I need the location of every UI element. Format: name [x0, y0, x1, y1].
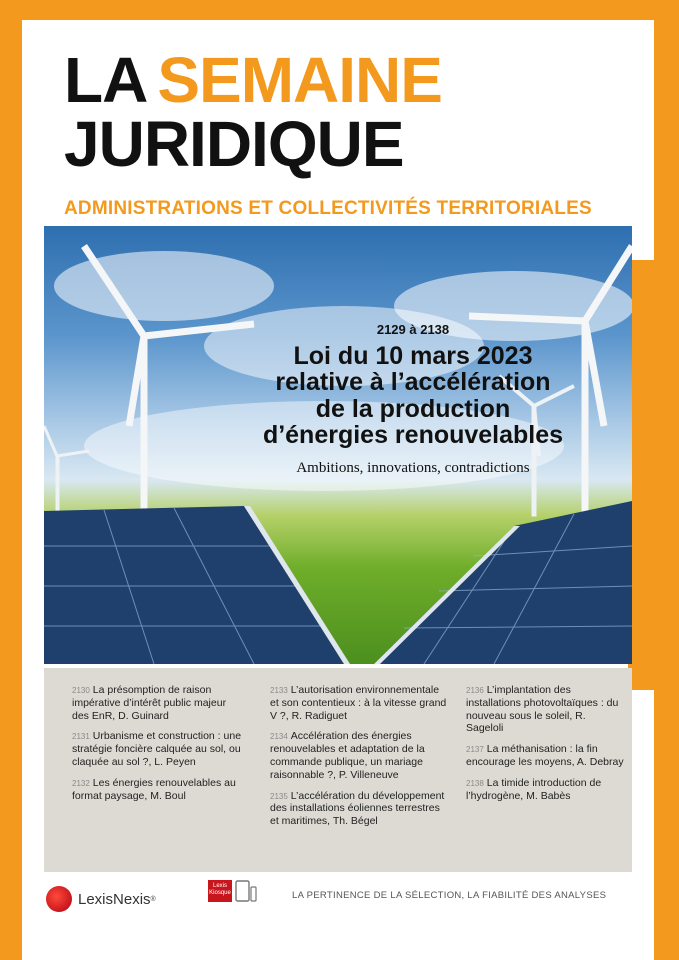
- registered-mark: ®: [150, 895, 156, 903]
- publisher-name: LexisNexis: [78, 890, 151, 908]
- footer-tagline: LA PERTINENCE DE LA SÉLECTION, LA FIABILITÉ DES ANALYSES: [292, 890, 607, 901]
- toc-column-3: [466, 684, 624, 810]
- toc-text: La timide introduction de l’hydrogène, M. Babès: [466, 776, 602, 802]
- toc-text: Accélération des énergies renouvelables et adaptation de la commande publique, un mariage raisonnable ?, P. Villeneuve: [270, 730, 425, 781]
- kiosque-logo: [208, 880, 232, 902]
- toc-item[interactable]: [270, 790, 448, 828]
- toc-text: La présomption de raison impérative d’intérêt public majeur des EnR, D. Guinard: [72, 684, 227, 722]
- toc-column-2: [270, 684, 448, 836]
- masthead-juridique: JURIDIQUE: [64, 108, 404, 180]
- toc-text: L’autorisation environnementale et son contentieux : à la vitesse grand V ?, R. Radiguet: [270, 684, 447, 722]
- toc-column-1: [72, 684, 242, 810]
- toc-number: 2138: [466, 778, 484, 788]
- masthead-line1: [64, 44, 442, 116]
- hero-title-line: d’énergies renouvelables: [262, 420, 564, 449]
- masthead-semaine: SEMAINE: [157, 44, 442, 116]
- hero-title-line: Loi du 10 mars 2023: [293, 342, 533, 370]
- toc-number: 2136: [466, 686, 484, 695]
- toc-item[interactable]: [466, 743, 624, 769]
- hero-title-line: relative à l’accélération: [275, 368, 551, 397]
- lexis-kiosque-badge[interactable]: [208, 880, 257, 902]
- toc-item[interactable]: [72, 684, 242, 722]
- masthead-la: LA: [64, 44, 148, 116]
- toc-text: Les énergies renouvelables au format paysage, M. Boul: [72, 776, 236, 802]
- hero-title-line: de la production: [315, 394, 511, 423]
- toc-item[interactable]: [270, 684, 448, 722]
- cover-illustration: [44, 226, 632, 664]
- toc-text: La méthanisation : la fin encourage les moyens, A. Debray: [466, 743, 624, 768]
- hero-text-block: [44, 322, 632, 477]
- toc-item[interactable]: [466, 684, 624, 735]
- tablet-icon: [235, 880, 257, 902]
- toc-number: 2134: [270, 732, 288, 742]
- toc-number: 2135: [270, 791, 288, 801]
- lexisnexis-logo[interactable]: [46, 886, 156, 912]
- edition-title: ADMINISTRATIONS ET COLLECTIVITÉS TERRITORIALES: [64, 198, 592, 219]
- toc-text: L’implantation des installations photovoltaïques : du nouveau sous le soleil, R. Sageloli: [466, 684, 619, 735]
- phone-icon: [251, 887, 256, 901]
- hero-subtitle: Ambitions, innovations, contradictions: [296, 460, 530, 476]
- article-range: 2129 à 2138: [376, 322, 450, 337]
- toc-number: 2130: [72, 686, 90, 695]
- toc-item[interactable]: [72, 777, 242, 803]
- toc-item[interactable]: [466, 777, 624, 803]
- kiosque-label: Kiosque: [209, 889, 231, 896]
- toc-item[interactable]: [270, 730, 448, 781]
- kiosque-label: Lexis: [212, 883, 227, 889]
- solar-panels-right: [374, 501, 632, 664]
- toc-number: 2132: [72, 778, 90, 788]
- toc-text: Urbanisme et construction : une stratégie foncière calquée au sol, ou claquée au sol ?, L. Peyen: [72, 730, 242, 768]
- solar-panels-left: [44, 506, 350, 664]
- table-of-contents: [44, 668, 632, 872]
- hero-title: [194, 343, 632, 448]
- toc-text: L’accélération du développement des installations éoliennes terrestres et maritimes, Th. Bégel: [270, 789, 445, 828]
- toc-item[interactable]: [72, 730, 242, 768]
- toc-number: 2133: [270, 686, 288, 695]
- toc-number: 2137: [466, 745, 484, 755]
- lexisnexis-logo-icon: [46, 886, 72, 912]
- toc-number: 2131: [72, 732, 90, 742]
